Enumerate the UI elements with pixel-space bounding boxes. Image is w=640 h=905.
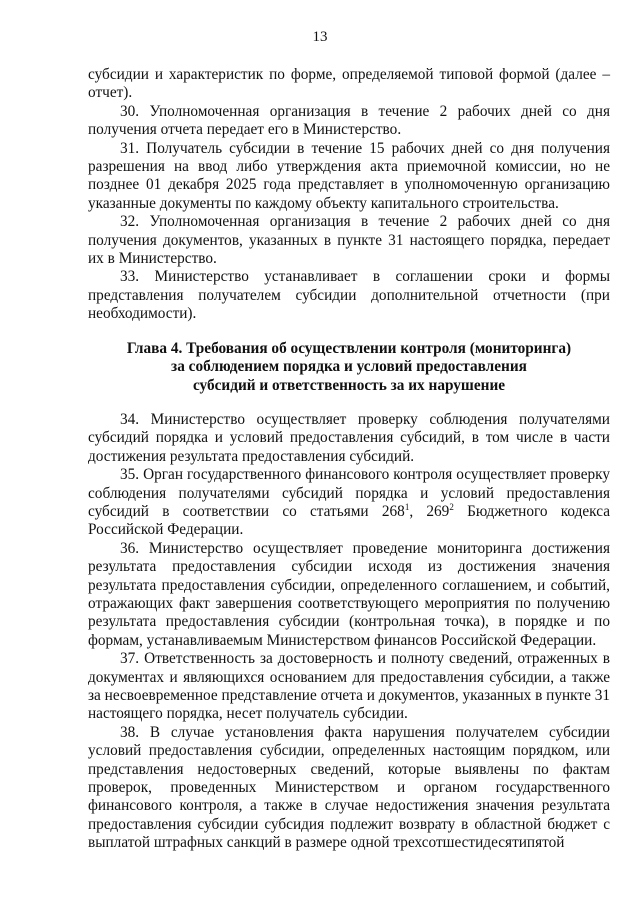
paragraph-32: 32. Уполномоченная организация в течение 2 рабочих дней со дня получения документов, указанных в пункте 31 настоящего порядка, передает их в Министерство. xyxy=(88,213,610,268)
chapter-heading-line-2: за соблюдением порядка и условий предоставления xyxy=(171,358,527,376)
paragraph-37: 37. Ответственность за достоверность и полноту сведений, отраженных в документах и являющихся основанием для предоставления субсидии, а также за несвоевременное представление отчета и документов, указанных в пункте 31 настоящего порядка, несет получатель субсидии. xyxy=(88,650,610,723)
paragraph-31: 31. Получатель субсидии в течение 15 рабочих дней со дня получения разрешения на ввод либо утверждения акта приемочной комиссии, но не позднее 01 декабря 2025 года представляет в уполномоченную организацию указанные документы по каждому объекту капитального строительства. xyxy=(88,139,610,212)
paragraph-30: 30. Уполномоченная организация в течение 2 рабочих дней со дня получения отчета передает его в Министерство. xyxy=(88,102,610,139)
paragraph-35-sup-2: 2 xyxy=(449,501,454,512)
paragraph-continuation: субсидии и характеристик по форме, определяемой типовой формой (далее – отчет). xyxy=(88,66,610,102)
paragraph-35-text-3: Бюджетного кодекса Российской Федерации. xyxy=(88,502,610,539)
paragraph-35 xyxy=(88,466,610,540)
paragraph-35-text-2: , 269 xyxy=(409,502,450,520)
paragraph-38: 38. В случае установления факта нарушения получателем субсидии условий предоставления субсидии, определенных настоящим порядком, или представления недостоверных сведений, которые выявлены по фактам проверок, проведенных Министерством и органом государственного финансового контроля, а также в случае недостижения значения результата предоставления субсидии субсидия подлежит возврату в областной бюджет с выплатой штрафных санкций в размере одной трехсотшестидесятипятой xyxy=(88,723,610,852)
paragraph-33: 33. Министерство устанавливает в соглашении сроки и формы представления получателем субсидии дополнительной отчетности (при необходимости). xyxy=(88,268,610,323)
paragraph-34: 34. Министерство осуществляет проверку соблюдения получателями субсидий порядка и условий предоставления субсидий, в том числе в части достижения результата предоставления субсидий. xyxy=(88,410,610,465)
page-number: 13 xyxy=(312,29,328,45)
chapter-heading-line-1: Глава 4. Требования об осуществлении контроля (мониторинга) xyxy=(126,339,572,357)
paragraph-35-text-1: 35. Орган государственного финансового контроля осуществляет проверку соблюдения получателями субсидий порядка и условий предоставления субсидий в соответствии со статьями 268 xyxy=(88,466,610,520)
document-body xyxy=(88,66,610,853)
chapter-heading xyxy=(88,340,610,395)
paragraph-36: 36. Министерство осуществляет проведение мониторинга достижения результата предоставления субсидии исходя из достижения значения результата предоставления субсидии, определенного соглашением, и событий, отражающих факт завершения соответствующего мероприятия по получению результата предоставления субсидии (контрольная точка), в порядке и по формам, устанавливаемым Министерством финансов Российской Федерации. xyxy=(88,539,610,649)
paragraph-35-sup-1: 1 xyxy=(404,501,410,512)
chapter-heading-line-3: субсидий и ответственность за их нарушение xyxy=(192,376,506,394)
